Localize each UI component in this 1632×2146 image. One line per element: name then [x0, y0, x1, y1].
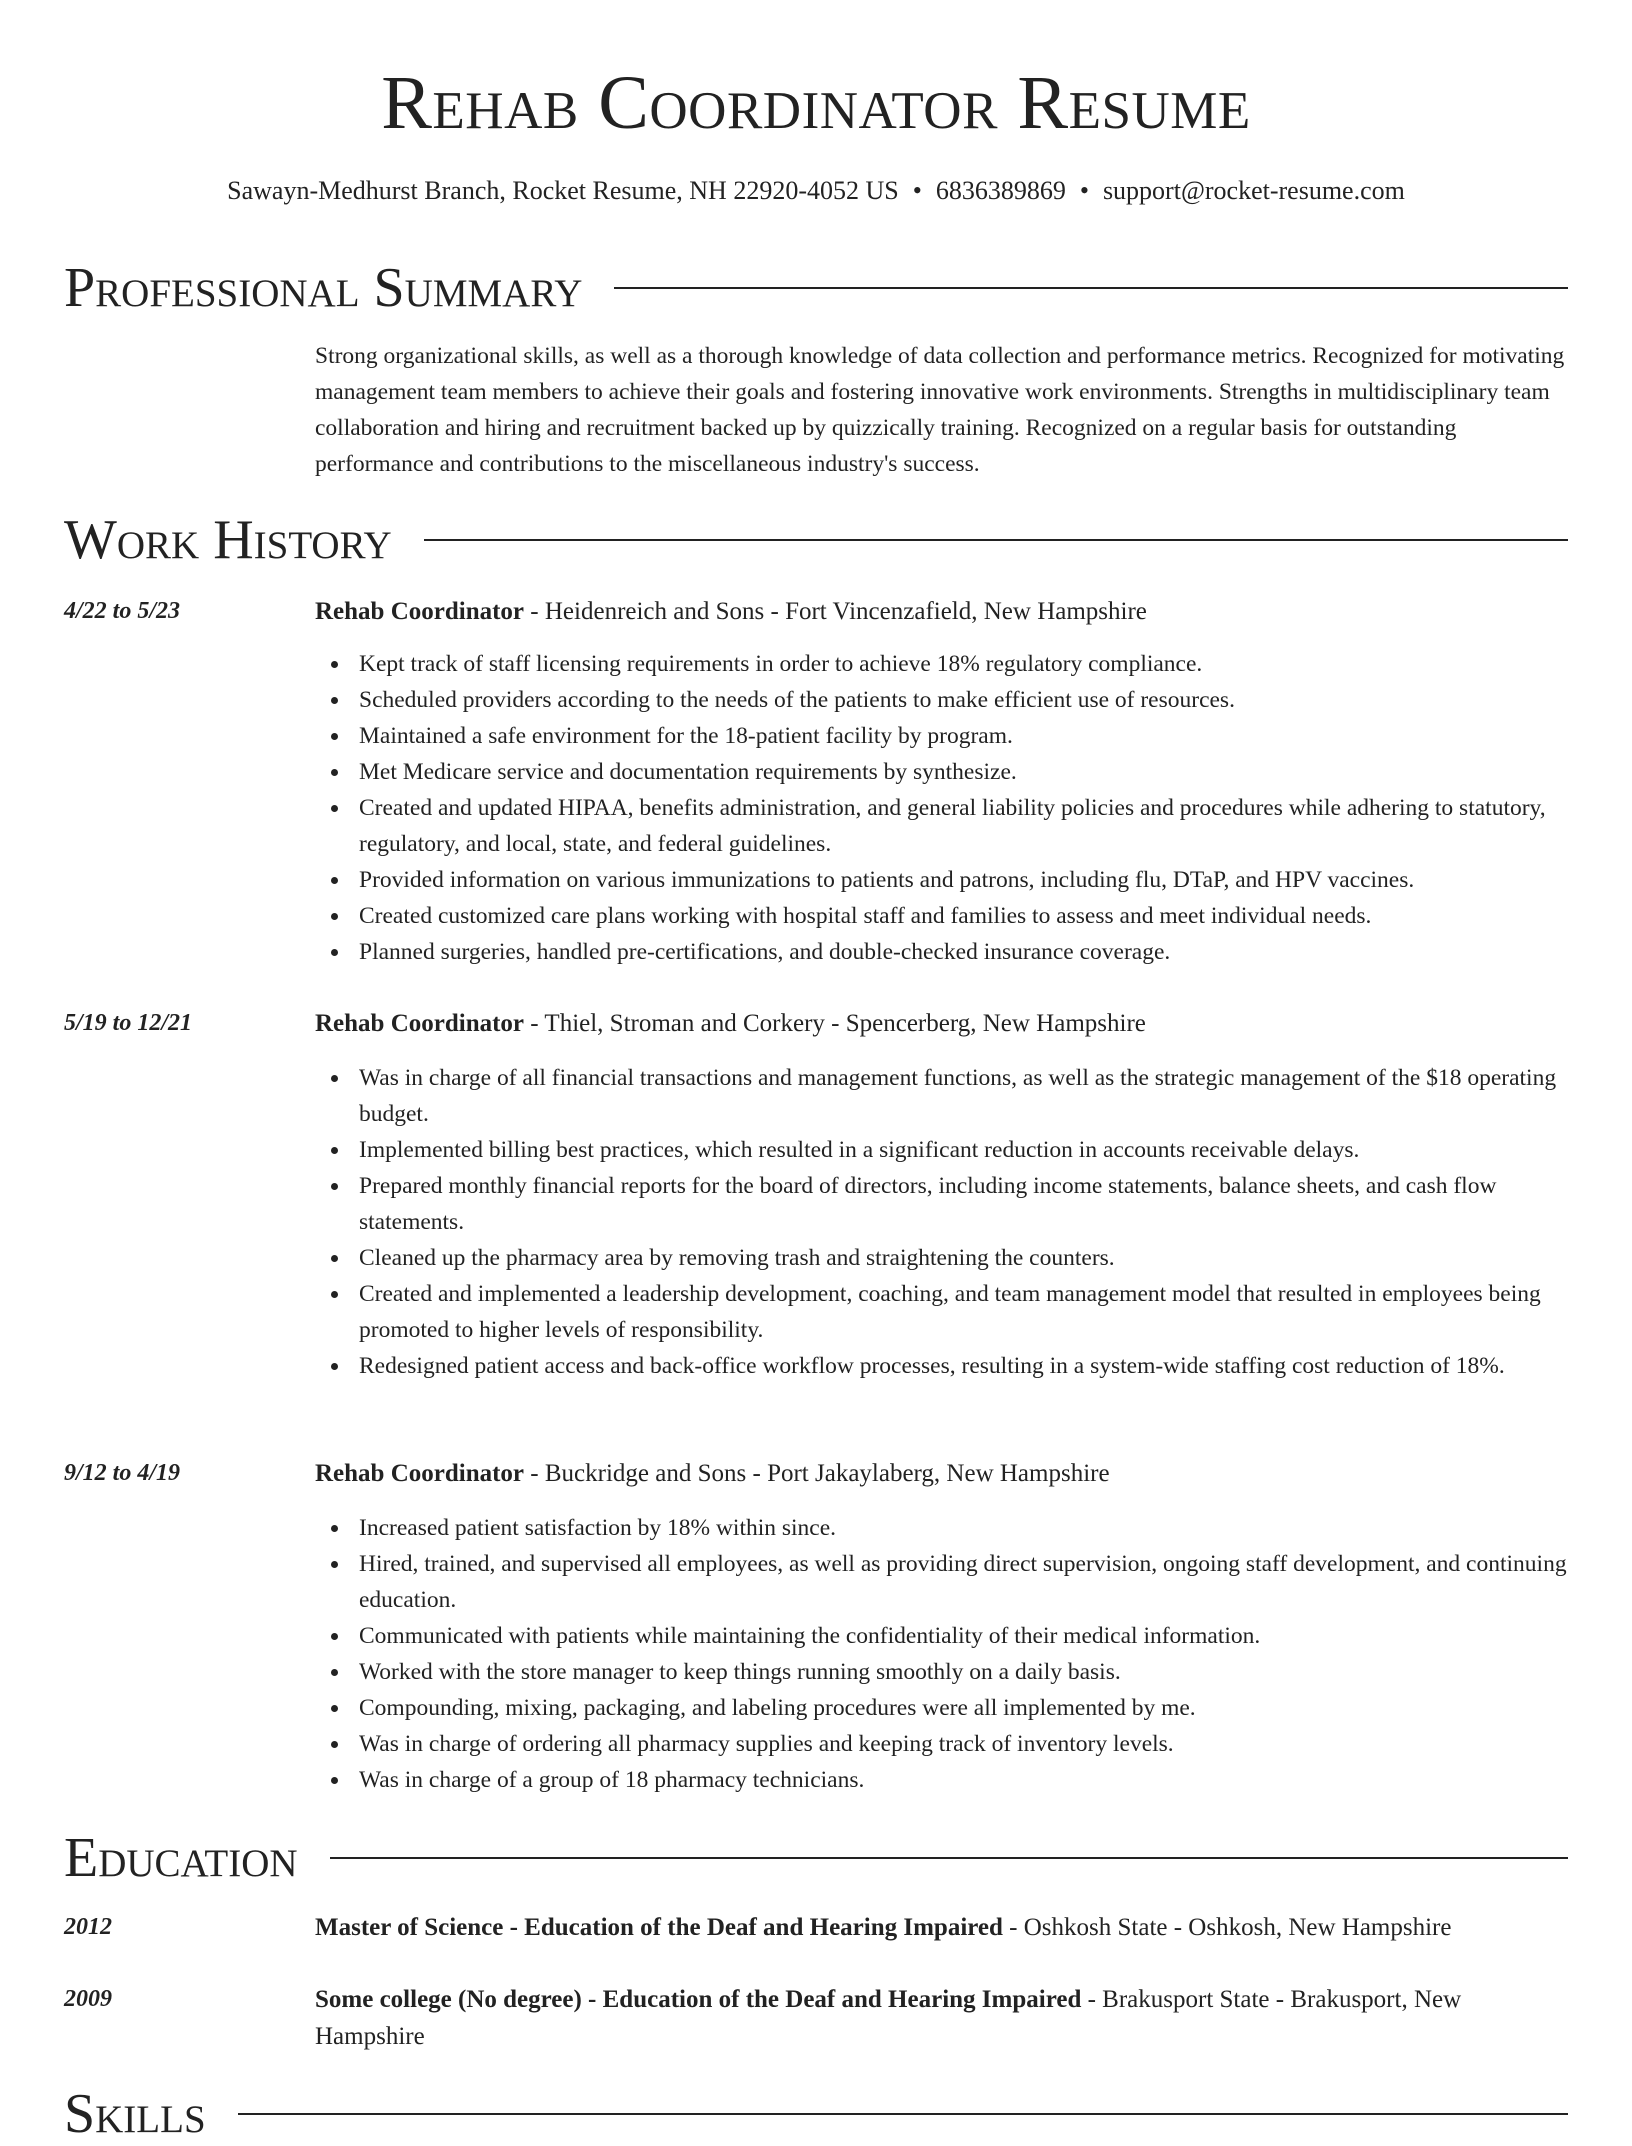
- section-heading: Work History: [64, 509, 392, 571]
- education-degree: Some college (No degree) - Education of the Deaf and Hearing Impaired: [315, 1986, 1082, 2013]
- contact-phone: 6836389869: [935, 176, 1066, 205]
- job-title: Rehab Coordinator: [315, 1460, 525, 1487]
- section-work-history: [64, 508, 1568, 572]
- contact-separator: •: [1079, 176, 1089, 205]
- job-details: - Heidenreich and Sons - Fort Vincenzafield, New Hampshire: [524, 598, 1147, 625]
- education-details: - Oshkosh State - Oshkosh, New Hampshire: [1002, 1914, 1452, 1941]
- section-divider: [614, 287, 1568, 289]
- section-divider: [238, 2113, 1568, 2115]
- section-heading: Professional Summary: [64, 257, 583, 319]
- section-professional-summary: [64, 256, 1568, 320]
- job-heading: [315, 593, 1570, 630]
- job-dates: 9/12 to 4/19: [64, 1460, 181, 1486]
- job-bullet: Was in charge of a group of 18 pharmacy technicians.: [359, 1762, 1570, 1798]
- job-dates: 5/19 to 12/21: [64, 1010, 193, 1036]
- contact-separator: •: [912, 176, 922, 205]
- job-bullet: Planned surgeries, handled pre-certifications, and double-checked insurance coverage.: [359, 934, 1570, 970]
- job-bullet: Was in charge of all financial transactions and management functions, as well as the strategic management of the $18 operating budget.: [359, 1060, 1570, 1132]
- education-details: - Brakusport State - Brakusport, New Hampshire: [315, 1986, 1462, 2050]
- job-bullet: Cleaned up the pharmacy area by removing trash and straightening the counters.: [359, 1240, 1570, 1276]
- job-title: Rehab Coordinator: [315, 598, 525, 625]
- job-bullets: [315, 1510, 1570, 1798]
- education-year: 2012: [64, 1914, 112, 1940]
- section-divider: [424, 539, 1568, 541]
- job-details: - Buckridge and Sons - Port Jakaylaberg, New Hampshire: [524, 1460, 1110, 1487]
- section-education: [64, 1826, 1568, 1890]
- resume-title: Rehab Coordinator Resume: [381, 61, 1251, 145]
- job-details: - Thiel, Stroman and Corkery - Spencerberg, New Hampshire: [524, 1010, 1146, 1037]
- job-bullet: Maintained a safe environment for the 18-patient facility by program.: [359, 718, 1570, 754]
- section-skills: [64, 2082, 1568, 2146]
- job-bullet: Created and implemented a leadership development, coaching, and team management model that resulted in employees being promoted to higher levels of responsibility.: [359, 1276, 1570, 1348]
- job-bullet: Was in charge of ordering all pharmacy supplies and keeping track of inventory levels.: [359, 1726, 1570, 1762]
- job-title: Rehab Coordinator: [315, 1010, 525, 1037]
- education-degree: Master of Science - Education of the Deaf and Hearing Impaired: [315, 1914, 1003, 1941]
- summary-text: Strong organizational skills, as well as a thorough knowledge of data collection and performance metrics. Recognized for motivating management team members to achieve their goals and fostering innovative work environments. Strengths in multidisciplinary team collaboration and hiring and recruitment backed up by quizzically training. Recognized on a regular basis for outstanding performance and contributions to the miscellaneous industry's success.: [315, 343, 1565, 477]
- section-heading: Skills: [64, 2083, 206, 2145]
- section-divider: [330, 1857, 1568, 1859]
- contact-email: support@rocket-resume.com: [1102, 176, 1405, 205]
- job-bullet: Kept track of staff licensing requirements in order to achieve 18% regulatory compliance.: [359, 646, 1570, 682]
- job-bullet: Implemented billing best practices, which resulted in a significant reduction in accounts receivable delays.: [359, 1132, 1570, 1168]
- job-bullet: Prepared monthly financial reports for the board of directors, including income statements, balance sheets, and cash flow statements.: [359, 1168, 1570, 1240]
- job-bullet: Worked with the store manager to keep things running smoothly on a daily basis.: [359, 1654, 1570, 1690]
- job-bullet: Scheduled providers according to the needs of the patients to make efficient use of resources.: [359, 682, 1570, 718]
- contact-address: Sawayn-Medhurst Branch, Rocket Resume, NH 22920-4052 US: [227, 176, 899, 205]
- job-bullet: Communicated with patients while maintaining the confidentiality of their medical information.: [359, 1618, 1570, 1654]
- job-bullets: [315, 646, 1570, 970]
- job-bullet: Created and updated HIPAA, benefits administration, and general liability policies and procedures while adhering to statutory, regulatory, and local, state, and federal guidelines.: [359, 790, 1570, 862]
- section-heading: Education: [64, 1827, 298, 1889]
- contact-line: [0, 174, 1632, 208]
- job-bullet: Hired, trained, and supervised all employees, as well as providing direct supervision, ongoing staff development, and continuing education.: [359, 1546, 1570, 1618]
- job-bullet: Redesigned patient access and back-office workflow processes, resulting in a system-wide staffing cost reduction of 18%.: [359, 1348, 1570, 1384]
- job-heading: [315, 1455, 1570, 1492]
- job-heading: [315, 1005, 1570, 1042]
- job-bullet: Created customized care plans working with hospital staff and families to assess and meet individual needs.: [359, 898, 1570, 934]
- education-year: 2009: [64, 1986, 112, 2012]
- job-bullets: [315, 1060, 1570, 1384]
- job-dates: 4/22 to 5/23: [64, 598, 181, 624]
- job-bullet: Increased patient satisfaction by 18% within since.: [359, 1510, 1570, 1546]
- job-bullet: Met Medicare service and documentation requirements by synthesize.: [359, 754, 1570, 790]
- education-heading: [315, 1909, 1570, 1946]
- job-bullet: Provided information on various immunizations to patients and patrons, including flu, DTaP, and HPV vaccines.: [359, 862, 1570, 898]
- education-heading: [315, 1981, 1570, 2055]
- job-bullet: Compounding, mixing, packaging, and labeling procedures were all implemented by me.: [359, 1690, 1570, 1726]
